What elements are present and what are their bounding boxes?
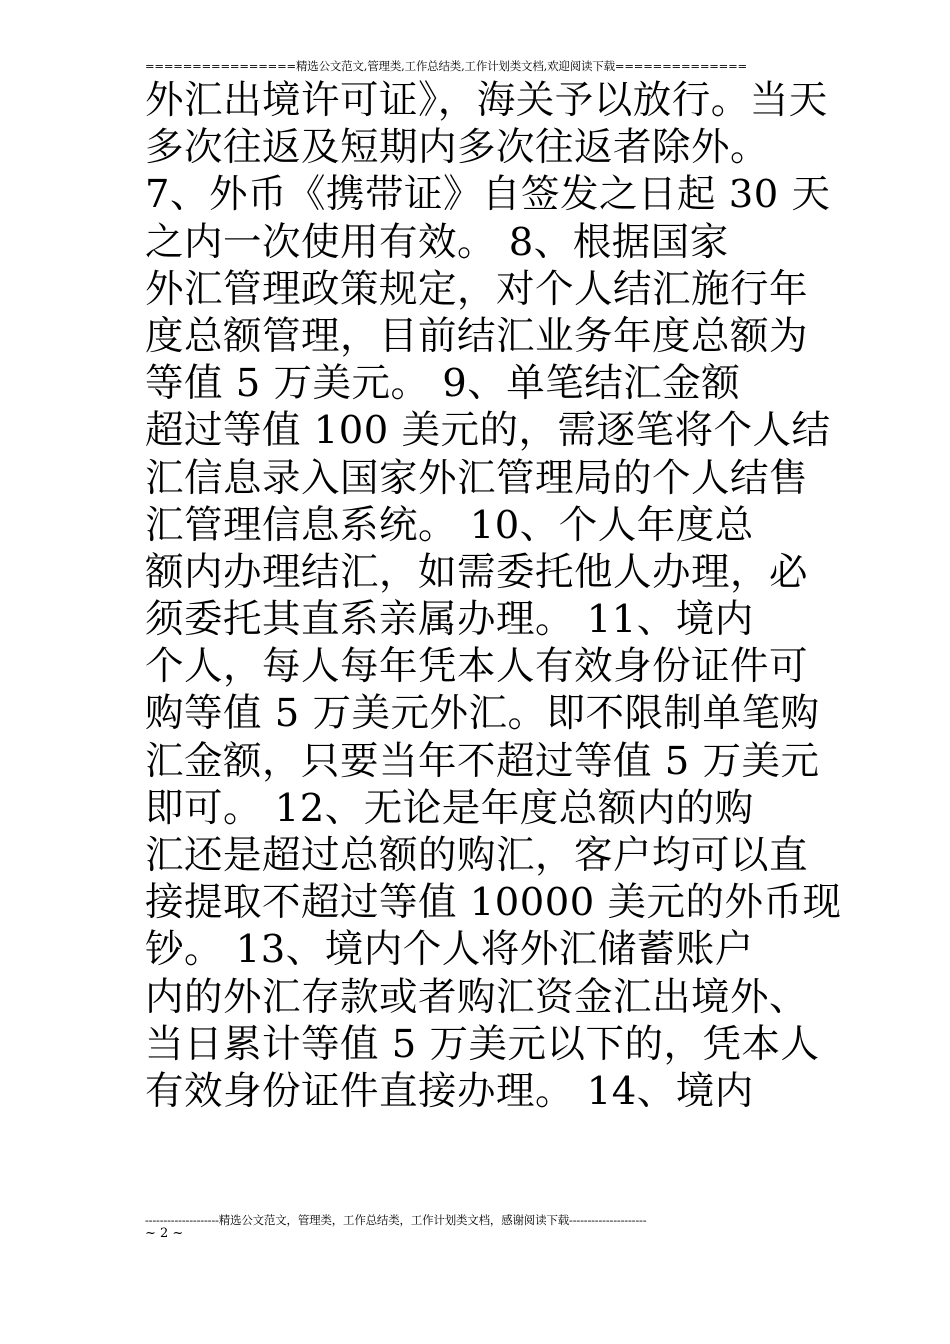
body-line: 购等值 5 万美元外汇。即不限制单笔购 <box>145 691 820 737</box>
page-footer: --------------------精选公文范文，管理类，工作总结类，工作计划类文档，感谢阅读下载--------------------- <box>145 1213 647 1227</box>
body-line: 钞。 13、境内个人将外汇储蓄账户 <box>145 927 754 973</box>
body-line: 度总额管理，目前结汇业务年度总额为 <box>145 313 809 359</box>
document-body <box>145 77 842 1115</box>
body-line: 超过等值 100 美元的，需逐笔将个人结 <box>145 408 831 454</box>
body-line: 外汇出境许可证》，海关予以放行。当天 <box>145 78 828 123</box>
body-line: 7、外币《携带证》自签发之日起 30 天 <box>145 172 831 218</box>
body-line: 之内一次使用有效。 8、根据国家 <box>145 219 729 265</box>
body-line: 须委托其直系亲属办理。 11、境内 <box>145 597 754 643</box>
body-line: 汇金额，只要当年不超过等值 5 万美元 <box>145 738 820 784</box>
body-line: 额内办理结汇，如需委托他人办理，必 <box>145 549 809 595</box>
body-line: 当日累计等值 5 万美元以下的，凭本人 <box>145 1021 820 1067</box>
body-line: 接提取不超过等值 10000 美元的外币现 <box>145 880 842 926</box>
body-line: 即可。 12、无论是年度总额内的购 <box>145 785 754 831</box>
body-line: 内的外汇存款或者购汇资金汇出境外、 <box>145 974 809 1020</box>
body-line: 汇信息录入国家外汇管理局的个人结售 <box>145 455 809 501</box>
body-line: 多次往返及短期内多次往返者除外。 <box>145 125 770 171</box>
body-line: 等值 5 万美元。 9、单笔结汇金额 <box>145 361 741 407</box>
body-line: 汇还是超过总额的购汇，客户均可以直 <box>145 833 809 878</box>
body-line: 有效身份证件直接办理。 14、境内 <box>145 1068 754 1114</box>
page-number: ~ 2 ~ <box>145 1226 184 1241</box>
body-line: 个人，每人每年凭本人有效身份证件可 <box>145 644 809 690</box>
page-header: ================精选公文范文,管理类,工作总结类,工作计划类文档,欢迎阅读下载============== <box>145 59 747 73</box>
body-line: 汇管理信息系统。 10、个人年度总 <box>145 502 754 548</box>
body-line: 外汇管理政策规定，对个人结汇施行年 <box>145 266 809 312</box>
